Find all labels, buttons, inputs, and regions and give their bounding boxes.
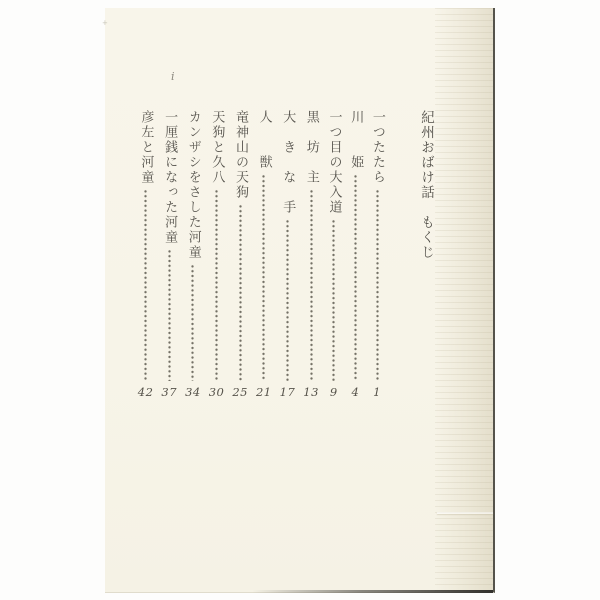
toc-entry — [138, 110, 154, 398]
dotted-leader — [215, 189, 218, 381]
dotted-leader — [376, 189, 379, 381]
toc-entry-page-number: 30 — [208, 384, 225, 399]
folio-page-number: i — [171, 70, 175, 83]
toc-entry-page-number: 37 — [161, 384, 178, 399]
dotted-leader — [354, 174, 357, 381]
toc-entry-page-number: 42 — [137, 384, 154, 399]
toc-entry — [349, 110, 363, 398]
dotted-leader — [144, 189, 147, 381]
toc-entry — [280, 110, 296, 398]
toc-entry-title: 大 き な 手 — [280, 110, 296, 215]
scan-corner-mark: + — [102, 19, 109, 27]
toc-entry-title: 一つたたら — [369, 110, 385, 185]
toc-entry — [185, 110, 201, 398]
toc-entry — [161, 110, 177, 398]
toc-entry-title: 彦左と河童 — [138, 110, 154, 185]
toc-entry-page-number: 4 — [351, 384, 360, 399]
toc-entry-title: 一つ目の大入道 — [326, 110, 342, 215]
table-of-contents — [138, 110, 433, 398]
toc-entry-page-number: 21 — [255, 384, 272, 399]
dotted-leader — [286, 219, 289, 381]
toc-entry — [370, 110, 384, 398]
dotted-leader — [332, 219, 335, 381]
toc-entry-page-number: 17 — [279, 384, 296, 399]
toc-entry-page-number: 34 — [185, 384, 201, 399]
toc-entry-page-number: 1 — [373, 384, 381, 399]
toc-entry-page-number: 25 — [232, 384, 248, 399]
toc-entry-title: 天狗と久八 — [209, 110, 225, 185]
toc-entry — [256, 110, 272, 398]
toc-header-title: 紀州おばけ話 もくじ — [418, 110, 434, 260]
toc-entry — [209, 110, 225, 398]
toc-entry-title: カンザシをさした河童 — [185, 110, 201, 260]
toc-entry-title: 竜神山の天狗 — [232, 110, 248, 200]
toc-entry — [327, 110, 341, 398]
page-crease-line — [437, 512, 493, 514]
toc-entry-title: 一厘銭になった河童 — [162, 110, 178, 245]
toc-entry-title: 川 姫 — [348, 110, 364, 170]
dotted-leader — [262, 174, 265, 381]
toc-entry — [232, 110, 248, 398]
page-gutter-shadow — [435, 8, 493, 592]
toc-entry-title: 人 獣 — [256, 110, 272, 170]
dotted-leader — [239, 204, 242, 381]
toc-entry — [303, 110, 319, 398]
page-bottom-edge — [252, 590, 493, 593]
toc-entry-page-number: 13 — [303, 384, 319, 399]
dotted-leader — [168, 249, 171, 381]
dotted-leader — [310, 189, 313, 381]
toc-entry-title: 黒 坊 主 — [303, 110, 319, 185]
book-page — [102, 8, 495, 593]
dotted-leader — [191, 264, 194, 381]
toc-entry-page-number: 9 — [329, 384, 338, 399]
